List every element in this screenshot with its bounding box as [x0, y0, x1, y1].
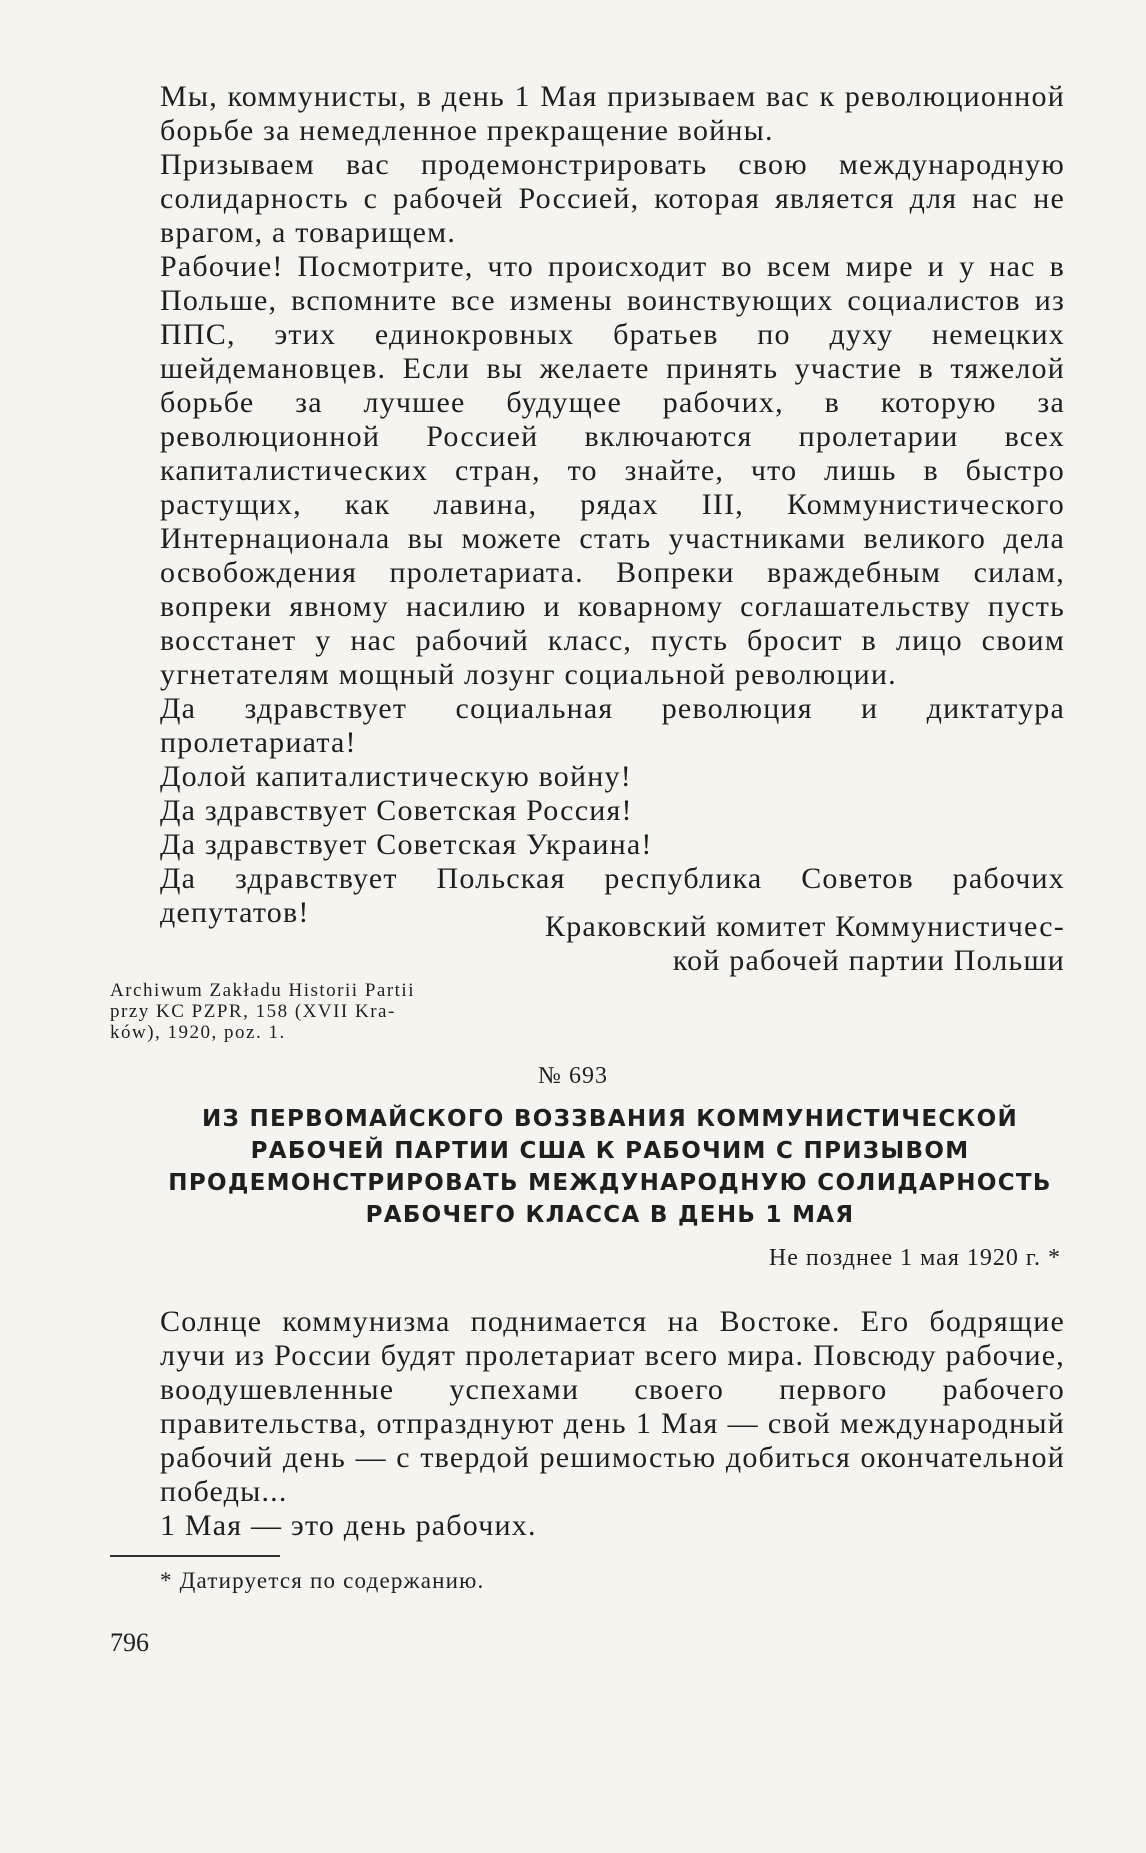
archive-line: ków), 1920, poz. 1. — [110, 1022, 286, 1043]
page-number: 796 — [110, 1628, 149, 1657]
slogan: Да здравствует Советская Россия! — [160, 794, 633, 827]
archive-line: przy KC PZPR, 158 (XVII Kra- — [110, 1001, 396, 1022]
slogan: Да здравствует Советская Украина! — [160, 828, 653, 861]
appeal-text-block — [160, 80, 1065, 930]
footnote: * Датируется по содержанию. — [160, 1568, 485, 1593]
signature-line: кой рабочей партии Польши — [672, 944, 1065, 977]
paragraph: 1 Мая — это день рабочих. — [160, 1509, 537, 1542]
paragraph: Рабочие! Посмотрите, что происходит во всем мире и у нас в Польше, вспомните все измены воинствующих социалистов из ППС, этих единокровных братьев по духу немецких шейдемановцев. Если вы желаете принять участие в тяжелой борьбе за лучшее будущее рабочих, в которую за революционной Россией включаются пролетарии всех капиталистических стран, то знайте, что лишь в быстро растущих, как лавина, рядах III, Коммунистического Интернационала вы можете стать участниками великого дела освобождения пролетариата. Вопреки враждебным силам, вопреки явному насилию и коварному соглашательству пусть восстанет у нас рабочий класс, пусть бросит в лицо своим угнетателям мощный лозунг социальной революции. — [160, 250, 1065, 691]
document-date: Не позднее 1 мая 1920 г. * — [768, 1245, 1061, 1271]
archive-line: Archiwum Zakładu Historii Partii — [110, 980, 415, 1001]
signature — [490, 910, 1065, 978]
document-number: № 693 — [538, 1063, 608, 1089]
paragraph: Призываем вас продемонстрировать свою международную солидарность с рабочей Россией, которая является для нас не врагом, а товарищем. — [160, 148, 1065, 249]
document-title: ИЗ ПЕРВОМАЙСКОГО ВОЗЗВАНИЯ КОММУНИСТИЧЕСКОЙ РАБОЧЕЙ ПАРТИИ США К РАБОЧИМ С ПРИЗЫВОМ ПРОДЕМОНСТРИРОВАТЬ МЕЖДУНАРОДНУЮ СОЛИДАРНОСТЬ РАБОЧЕГО КЛАССА В ДЕНЬ 1 МАЯ — [168, 1106, 1052, 1228]
document-text-block — [160, 1305, 1065, 1543]
paragraph: Мы, коммунисты, в день 1 Мая призываем вас к революционной борьбе за немедленное прекращение войны. — [160, 80, 1065, 147]
signature-line: Краковский комитет Коммунистичес- — [545, 910, 1065, 943]
slogan: Долой капиталистическую войну! — [160, 760, 632, 793]
slogan: Да здравствует социальная революция и диктатура пролетариата! — [160, 692, 1065, 759]
slogan: Да здравствует Польская республика Советов рабочих депутатов! — [160, 862, 1065, 929]
archive-reference — [110, 980, 530, 1043]
paragraph: Солнце коммунизма поднимается на Востоке. Его бодрящие лучи из России будят пролетариат всего мира. Повсюду рабочие, воодушевленные успехами своего первого рабочего правительства, отпразднуют день 1 Мая — свой международный рабочий день — с твердой решимостью добиться окончательной победы... — [160, 1305, 1065, 1508]
footnote-divider — [110, 1555, 280, 1557]
